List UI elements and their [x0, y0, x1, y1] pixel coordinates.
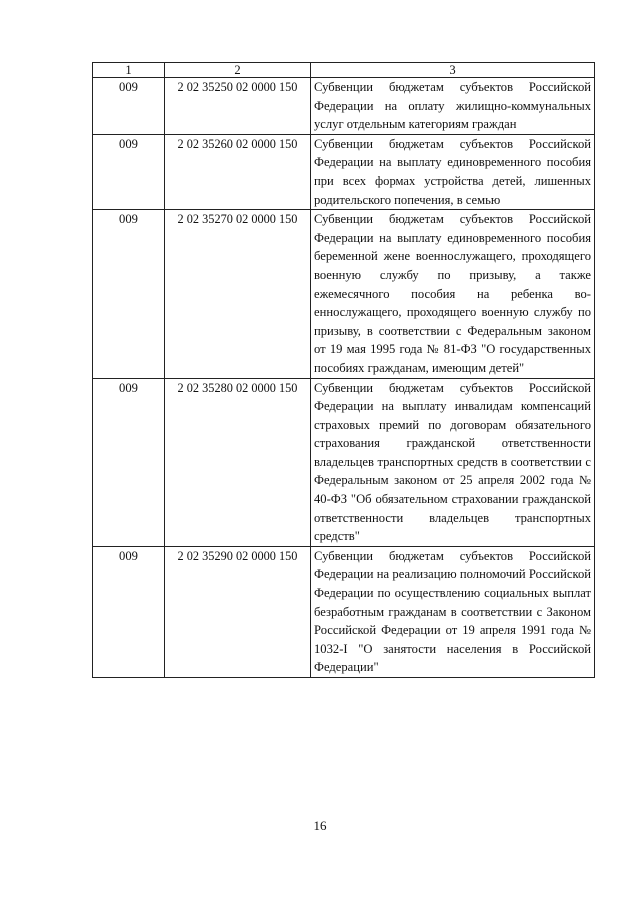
admin-code-cell: 009 — [93, 546, 165, 677]
description-cell: Субвенции бюджетам субъектов Российской Федерации на оплату жилищно-коммунальных услуг отдельным категориям граждан — [311, 78, 595, 135]
kbk-code-cell: 2 02 35250 02 0000 150 — [165, 78, 311, 135]
admin-code-cell: 009 — [93, 378, 165, 546]
column-header-3: 3 — [311, 63, 595, 78]
kbk-code-cell: 2 02 35270 02 0000 150 — [165, 210, 311, 378]
column-header-2: 2 — [165, 63, 311, 78]
admin-code-cell: 009 — [93, 78, 165, 135]
kbk-code-cell: 2 02 35280 02 0000 150 — [165, 378, 311, 546]
admin-code-cell: 009 — [93, 134, 165, 209]
table-row — [93, 78, 595, 135]
kbk-code-cell: 2 02 35290 02 0000 150 — [165, 546, 311, 677]
description-cell: Субвенции бюджетам субъектов Российской Федерации на выплату инвалидам компенсаций страховых премий по договорам обязательного страхования гражданской ответственности владельцев транспортных средств в соответствии с Федеральным законом от 25 апреля 2002 года № 40-ФЗ "Об обязательном страховании гражданской ответственности владельцев транспортных средств" — [311, 378, 595, 546]
description-cell: Субвенции бюджетам субъектов Российской Федерации на выплату единовременного пособия при всех формах устройства детей, лишенных родительского попечения, в семью — [311, 134, 595, 209]
column-header-1: 1 — [93, 63, 165, 78]
table-body — [93, 78, 595, 678]
page-number: 16 — [313, 818, 327, 833]
revenue-codes-table — [92, 62, 595, 678]
table-row — [93, 378, 595, 546]
description-cell: Субвенции бюджетам субъектов Российской Федерации на выплату единовременного пособия беременной жене военнослужащего, проходящего военную службу по призыву, а также ежемесячного пособия на ребенка военнослужащего, проходящего военную службу по призыву, в соответствии с Федеральным законом от 19 мая 1995 года № 81-ФЗ "О государственных пособиях гражданам, имеющим детей" — [311, 210, 595, 378]
admin-code-cell: 009 — [93, 210, 165, 378]
table-row — [93, 210, 595, 378]
header-row — [93, 63, 595, 78]
description-cell: Субвенции бюджетам субъектов Российской Федерации на реализацию полномочий Российской Федерации по осуществлению социальных выплат безработным гражданам в соответствии с Законом Российской Федерации от 19 апреля 1991 года № 1032-I "О занятости населения в Российской Федерации" — [311, 546, 595, 677]
kbk-code-cell: 2 02 35260 02 0000 150 — [165, 134, 311, 209]
table-header — [93, 63, 595, 78]
table-row — [93, 546, 595, 677]
table-row — [93, 134, 595, 209]
